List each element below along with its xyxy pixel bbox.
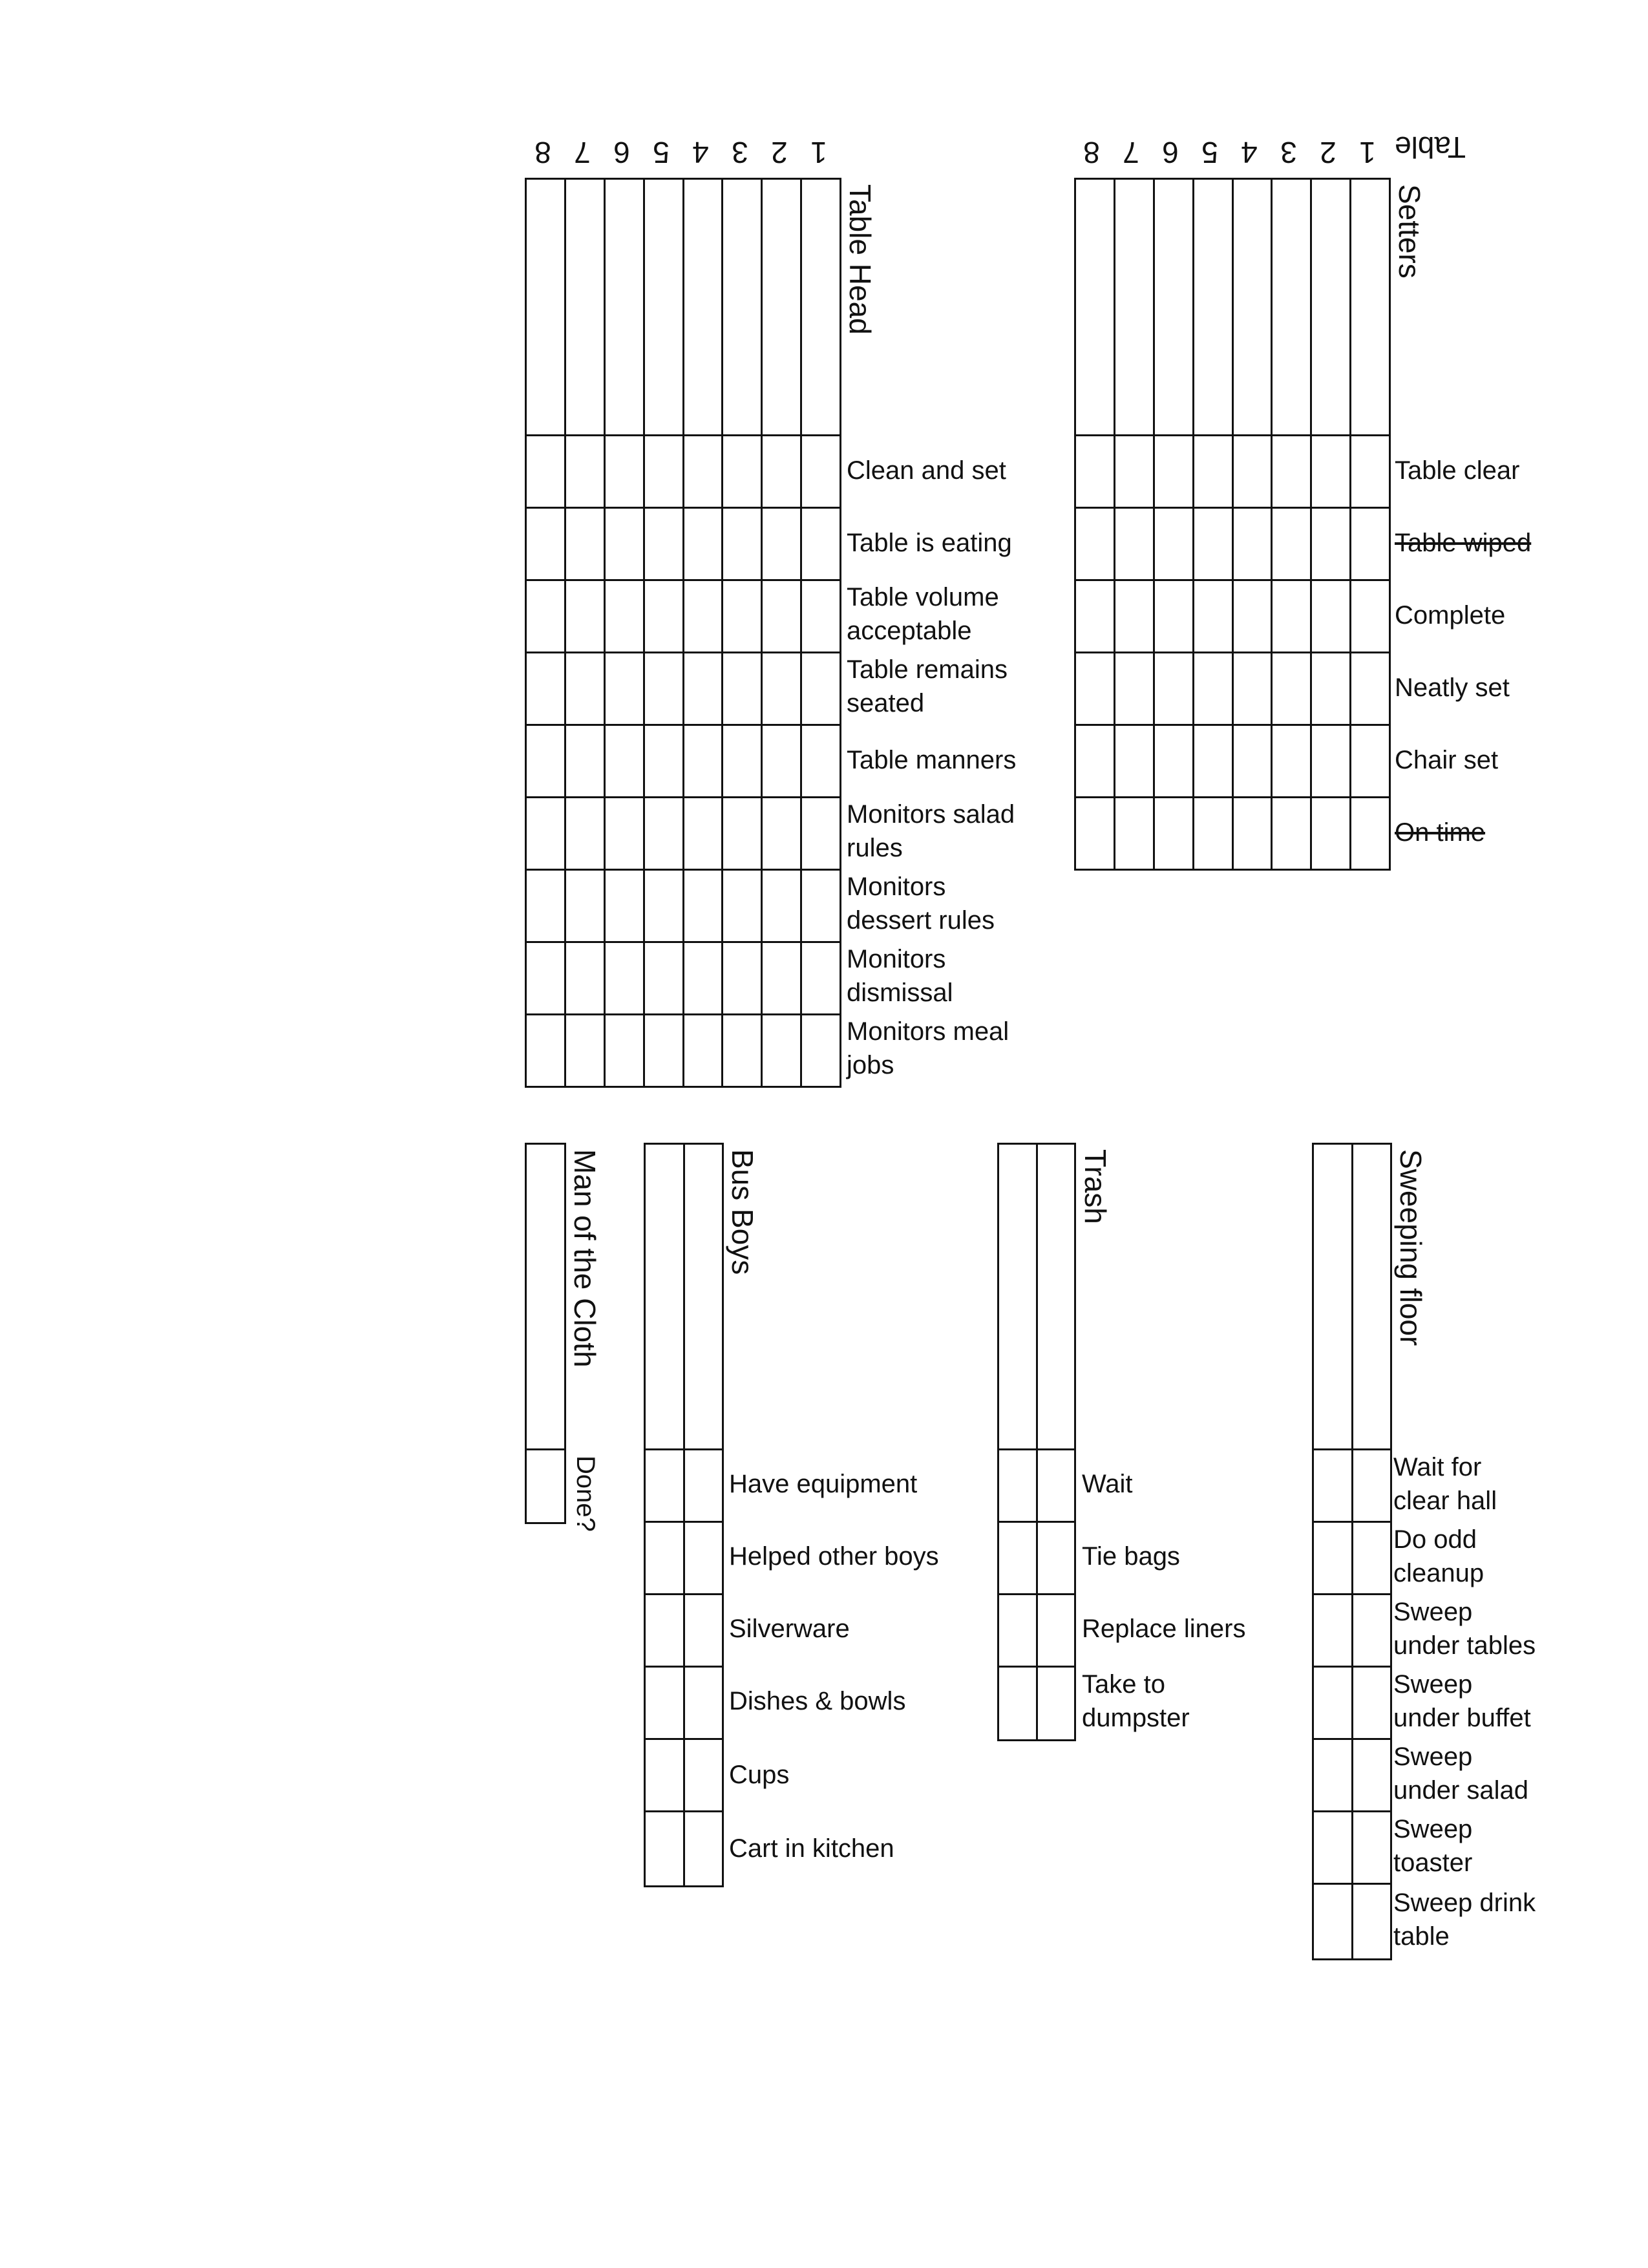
checkbox-cell[interactable] bbox=[1193, 725, 1232, 798]
checkbox-cell[interactable] bbox=[1075, 508, 1115, 580]
checkbox-cell[interactable] bbox=[1154, 798, 1193, 870]
checkbox-cell[interactable] bbox=[683, 798, 723, 870]
checkbox-cell[interactable] bbox=[1351, 508, 1390, 580]
checkbox-cell[interactable] bbox=[1351, 580, 1390, 653]
sweeping-row-label: Sweep drink table bbox=[1393, 1889, 1536, 1951]
checkbox-cell[interactable] bbox=[1232, 798, 1272, 870]
checkbox-cell[interactable] bbox=[644, 725, 683, 798]
checkbox-cell[interactable] bbox=[998, 1144, 1037, 1450]
checkbox-cell[interactable] bbox=[604, 725, 644, 798]
table-setters-row-label-struck: Table wiped bbox=[1395, 529, 1532, 557]
table-setters-col-number: 5 bbox=[1201, 136, 1218, 169]
checkbox-cell[interactable] bbox=[644, 580, 683, 653]
checkbox-cell[interactable] bbox=[1313, 1884, 1353, 1960]
table-head-grid bbox=[525, 178, 841, 1088]
checkbox-cell[interactable] bbox=[801, 942, 841, 1015]
trash-row-label: Tie bags bbox=[1082, 1542, 1180, 1571]
table-setters-col-number: 3 bbox=[1280, 136, 1297, 169]
checkbox-cell[interactable] bbox=[1352, 1595, 1391, 1667]
checkbox-cell[interactable] bbox=[801, 436, 841, 508]
man-of-cloth-grid bbox=[525, 1143, 566, 1524]
table-setters-row-label: Chair set bbox=[1395, 746, 1499, 774]
table-setters-col-number: 7 bbox=[1123, 136, 1139, 169]
checkbox-cell[interactable] bbox=[998, 1522, 1037, 1595]
checkbox-cell[interactable] bbox=[1037, 1144, 1075, 1450]
table-setters-col-number: 2 bbox=[1320, 136, 1336, 169]
table-head-row-label: Clean and set bbox=[847, 456, 1006, 485]
checkbox-cell[interactable] bbox=[801, 653, 841, 725]
bus-boys-row-label: Cart in kitchen bbox=[729, 1834, 894, 1863]
table-head-row-label: Monitors dismissal bbox=[847, 945, 953, 1007]
checkbox-cell[interactable] bbox=[1352, 1667, 1391, 1739]
table-head-col-number: 2 bbox=[771, 136, 788, 169]
checkbox-cell[interactable] bbox=[1075, 725, 1115, 798]
trash-title: Trash bbox=[1079, 1149, 1112, 1224]
checkbox-cell[interactable] bbox=[762, 798, 801, 870]
checkbox-cell[interactable] bbox=[1352, 1522, 1391, 1595]
checkbox-cell[interactable] bbox=[526, 508, 565, 580]
checkbox-cell[interactable] bbox=[723, 870, 762, 942]
checkbox-cell[interactable] bbox=[998, 1595, 1037, 1667]
checkbox-cell[interactable] bbox=[684, 1144, 723, 1450]
checkbox-cell[interactable] bbox=[1232, 508, 1272, 580]
checkbox-cell[interactable] bbox=[644, 179, 683, 436]
table-setters-col-number: 8 bbox=[1083, 136, 1100, 169]
checkbox-cell[interactable] bbox=[645, 1812, 684, 1887]
checkbox-cell[interactable] bbox=[723, 580, 762, 653]
table-head-col-number: 8 bbox=[534, 136, 551, 169]
checkbox-cell[interactable] bbox=[683, 1015, 723, 1087]
checkbox-cell[interactable] bbox=[1154, 436, 1193, 508]
table-setters-row-label: Neatly set bbox=[1395, 673, 1510, 702]
table-head-row-label: Table volume acceptable bbox=[847, 583, 999, 645]
checkbox-cell[interactable] bbox=[644, 436, 683, 508]
checkbox-cell[interactable] bbox=[683, 436, 723, 508]
table-setters-row-label-struck: On time bbox=[1395, 818, 1486, 847]
table-setters-col-number: 1 bbox=[1359, 136, 1376, 169]
table-head-col-number: 6 bbox=[613, 136, 630, 169]
checkbox-cell[interactable] bbox=[762, 725, 801, 798]
table-head-row-label: Monitors salad rules bbox=[847, 800, 1015, 862]
bus-boys-grid bbox=[644, 1143, 724, 1887]
checkbox-cell[interactable] bbox=[1037, 1522, 1075, 1595]
checkbox-cell[interactable] bbox=[1311, 580, 1351, 653]
checkbox-cell[interactable] bbox=[801, 1015, 841, 1087]
checkbox-cell[interactable] bbox=[645, 1144, 684, 1450]
checkbox-cell[interactable] bbox=[998, 1450, 1037, 1522]
checkbox-cell[interactable] bbox=[1193, 798, 1232, 870]
checkbox-cell[interactable] bbox=[1311, 508, 1351, 580]
checkbox-cell[interactable] bbox=[1351, 798, 1390, 870]
checkbox-cell[interactable] bbox=[565, 653, 604, 725]
checkbox-cell[interactable] bbox=[526, 1015, 565, 1087]
checkbox-cell[interactable] bbox=[801, 870, 841, 942]
checkbox-cell[interactable] bbox=[1313, 1522, 1353, 1595]
checkbox-cell[interactable] bbox=[723, 436, 762, 508]
checkbox-cell[interactable] bbox=[1272, 653, 1311, 725]
trash-row-label: Replace liners bbox=[1082, 1615, 1246, 1643]
checkbox-cell[interactable] bbox=[801, 725, 841, 798]
sweeping-title: Sweeping floor bbox=[1394, 1149, 1428, 1346]
checkbox-cell[interactable] bbox=[1311, 725, 1351, 798]
checkbox-cell[interactable] bbox=[683, 725, 723, 798]
checkbox-cell[interactable] bbox=[1272, 580, 1311, 653]
table-setters-row-label: Table clear bbox=[1395, 456, 1520, 485]
checkbox-cell[interactable] bbox=[1114, 725, 1154, 798]
checkbox-cell[interactable] bbox=[1232, 725, 1272, 798]
checkbox-cell[interactable] bbox=[801, 508, 841, 580]
checkbox-cell[interactable] bbox=[604, 580, 644, 653]
checkbox-cell[interactable] bbox=[565, 1015, 604, 1087]
checkbox-cell[interactable] bbox=[1311, 653, 1351, 725]
checkbox-cell[interactable] bbox=[565, 870, 604, 942]
bus-boys-row-label: Dishes & bowls bbox=[729, 1687, 906, 1715]
checkbox-cell[interactable] bbox=[1272, 179, 1311, 436]
checkbox-cell[interactable] bbox=[1037, 1450, 1075, 1522]
table-setters-row-label: Complete bbox=[1395, 601, 1506, 630]
checkbox-cell[interactable] bbox=[1272, 798, 1311, 870]
checkbox-cell[interactable] bbox=[1352, 1450, 1391, 1522]
checkbox-cell[interactable] bbox=[565, 436, 604, 508]
checkbox-cell[interactable] bbox=[1351, 436, 1390, 508]
checkbox-cell[interactable] bbox=[1313, 1595, 1353, 1667]
table-setters-col-number: 4 bbox=[1241, 136, 1258, 169]
table-setters-title-prefix: Table bbox=[1395, 131, 1466, 164]
bus-boys-row-label: Helped other boys bbox=[729, 1542, 939, 1571]
checkbox-cell[interactable] bbox=[723, 725, 762, 798]
checkbox-cell[interactable] bbox=[1272, 436, 1311, 508]
checkbox-cell[interactable] bbox=[1232, 436, 1272, 508]
checkbox-cell[interactable] bbox=[1351, 179, 1390, 436]
checkbox-cell[interactable] bbox=[1037, 1595, 1075, 1667]
checkbox-cell[interactable] bbox=[1075, 580, 1115, 653]
table-head-row-label: Table manners bbox=[847, 746, 1017, 774]
sweeping-row-label: Wait for clear hall bbox=[1393, 1453, 1497, 1515]
checkbox-cell[interactable] bbox=[1154, 179, 1193, 436]
checkbox-cell[interactable] bbox=[684, 1595, 723, 1667]
table-head-col-number: 3 bbox=[732, 136, 748, 169]
sweeping-row-label: Do odd cleanup bbox=[1393, 1525, 1484, 1587]
checkbox-cell[interactable] bbox=[1154, 725, 1193, 798]
checkbox-cell[interactable] bbox=[1114, 653, 1154, 725]
checkbox-cell[interactable] bbox=[1193, 580, 1232, 653]
checkbox-cell[interactable] bbox=[645, 1739, 684, 1812]
checkbox-cell[interactable] bbox=[1313, 1144, 1353, 1450]
checkbox-cell[interactable] bbox=[683, 870, 723, 942]
checkbox-cell[interactable] bbox=[526, 798, 565, 870]
checkbox-cell[interactable] bbox=[762, 436, 801, 508]
checkbox-cell[interactable] bbox=[1313, 1812, 1353, 1884]
checkbox-cell[interactable] bbox=[723, 798, 762, 870]
checkbox-cell[interactable] bbox=[1311, 436, 1351, 508]
checkbox-cell[interactable] bbox=[1037, 1667, 1075, 1741]
checkbox-cell[interactable] bbox=[1311, 798, 1351, 870]
bus-boys-row-label: Silverware bbox=[729, 1615, 850, 1643]
checkbox-cell[interactable] bbox=[644, 870, 683, 942]
table-head-row-label: Monitors dessert rules bbox=[847, 873, 995, 935]
table-setters-grid bbox=[1074, 178, 1391, 871]
checkbox-cell[interactable] bbox=[1352, 1144, 1391, 1450]
bus-boys-row-label: Have equipment bbox=[729, 1470, 918, 1498]
checkbox-cell[interactable] bbox=[565, 179, 604, 436]
checkbox-cell[interactable] bbox=[1154, 508, 1193, 580]
checkbox-cell[interactable] bbox=[762, 870, 801, 942]
checkbox-cell[interactable] bbox=[1154, 580, 1193, 653]
table-head-row-label: Table remains seated bbox=[847, 655, 1008, 717]
checkbox-cell[interactable] bbox=[644, 653, 683, 725]
checkbox-cell[interactable] bbox=[1193, 436, 1232, 508]
table-head-col-number: 4 bbox=[692, 136, 709, 169]
checkbox-cell[interactable] bbox=[684, 1450, 723, 1522]
table-head-col-number: 1 bbox=[810, 136, 827, 169]
table-head-col-number: 7 bbox=[574, 136, 591, 169]
checkbox-cell[interactable] bbox=[723, 653, 762, 725]
checkbox-cell[interactable] bbox=[1272, 725, 1311, 798]
checkbox-cell[interactable] bbox=[526, 942, 565, 1015]
done-label: Done? bbox=[571, 1456, 600, 1532]
checkbox-cell[interactable] bbox=[1313, 1739, 1353, 1812]
table-head-col-number: 5 bbox=[653, 136, 670, 169]
checkbox-cell[interactable] bbox=[684, 1739, 723, 1812]
checkbox-cell[interactable] bbox=[1272, 508, 1311, 580]
checkbox-cell[interactable] bbox=[762, 942, 801, 1015]
checkbox-cell[interactable] bbox=[723, 508, 762, 580]
checkbox-cell[interactable] bbox=[1193, 179, 1232, 436]
table-head-title: Table Head bbox=[843, 184, 877, 335]
checkbox-cell[interactable] bbox=[604, 436, 644, 508]
checkbox-cell[interactable] bbox=[645, 1667, 684, 1739]
trash-row-label: Take to dumpster bbox=[1082, 1670, 1190, 1732]
checkbox-cell[interactable] bbox=[604, 653, 644, 725]
checkbox-cell[interactable] bbox=[565, 798, 604, 870]
checkbox-cell[interactable] bbox=[801, 798, 841, 870]
checkbox-cell[interactable] bbox=[604, 798, 644, 870]
sweeping-row-label: Sweep under tables bbox=[1393, 1598, 1536, 1660]
checkbox-cell[interactable] bbox=[526, 725, 565, 798]
checkbox-cell[interactable] bbox=[762, 179, 801, 436]
sweeping-row-label: Sweep under buffet bbox=[1393, 1670, 1531, 1732]
checkbox-cell[interactable] bbox=[684, 1812, 723, 1887]
checkbox-cell[interactable] bbox=[723, 942, 762, 1015]
checkbox-cell[interactable] bbox=[1193, 508, 1232, 580]
checkbox-cell[interactable] bbox=[1232, 653, 1272, 725]
table-setters-title: Setters bbox=[1393, 184, 1426, 279]
checkbox-cell[interactable] bbox=[645, 1522, 684, 1595]
checkbox-cell[interactable] bbox=[723, 179, 762, 436]
bus-boys-title: Bus Boys bbox=[726, 1149, 759, 1275]
checkbox-cell[interactable] bbox=[998, 1667, 1037, 1741]
checkbox-cell[interactable] bbox=[1114, 436, 1154, 508]
checkbox-cell[interactable] bbox=[683, 508, 723, 580]
checkbox-cell[interactable] bbox=[526, 1144, 565, 1450]
checkbox-cell[interactable] bbox=[1232, 580, 1272, 653]
checkbox-cell[interactable] bbox=[683, 580, 723, 653]
checkbox-cell[interactable] bbox=[1075, 179, 1115, 436]
bus-boys-row-label: Cups bbox=[729, 1761, 790, 1789]
checkbox-cell[interactable] bbox=[1114, 580, 1154, 653]
checkbox-cell[interactable] bbox=[684, 1667, 723, 1739]
checkbox-cell[interactable] bbox=[684, 1522, 723, 1595]
done-checkbox-cell[interactable] bbox=[526, 1450, 565, 1523]
checkbox-cell[interactable] bbox=[723, 1015, 762, 1087]
checkbox-cell[interactable] bbox=[1313, 1450, 1353, 1522]
checkbox-cell[interactable] bbox=[1311, 179, 1351, 436]
checkbox-cell[interactable] bbox=[1114, 179, 1154, 436]
checkbox-cell[interactable] bbox=[1352, 1739, 1391, 1812]
checkbox-cell[interactable] bbox=[1154, 653, 1193, 725]
table-setters-col-number: 6 bbox=[1162, 136, 1179, 169]
checkbox-cell[interactable] bbox=[565, 508, 604, 580]
checkbox-cell[interactable] bbox=[604, 179, 644, 436]
checkbox-cell[interactable] bbox=[1193, 653, 1232, 725]
checkbox-cell[interactable] bbox=[644, 942, 683, 1015]
checkbox-cell[interactable] bbox=[604, 942, 644, 1015]
checkbox-cell[interactable] bbox=[565, 942, 604, 1015]
checkbox-cell[interactable] bbox=[762, 1015, 801, 1087]
checkbox-cell[interactable] bbox=[526, 436, 565, 508]
checkbox-cell[interactable] bbox=[604, 870, 644, 942]
checkbox-cell[interactable] bbox=[526, 179, 565, 436]
checkbox-cell[interactable] bbox=[644, 1015, 683, 1087]
checkbox-cell[interactable] bbox=[762, 580, 801, 653]
checkbox-cell[interactable] bbox=[683, 653, 723, 725]
checkbox-cell[interactable] bbox=[565, 725, 604, 798]
table-head-row-label: Monitors meal jobs bbox=[847, 1017, 1009, 1079]
checkbox-cell[interactable] bbox=[1114, 798, 1154, 870]
checkbox-cell[interactable] bbox=[1313, 1667, 1353, 1739]
checkbox-cell[interactable] bbox=[762, 508, 801, 580]
checkbox-cell[interactable] bbox=[683, 179, 723, 436]
sweeping-grid bbox=[1312, 1143, 1392, 1960]
sweeping-row-label: Sweep toaster bbox=[1393, 1815, 1473, 1877]
checkbox-cell[interactable] bbox=[644, 508, 683, 580]
checkbox-cell[interactable] bbox=[762, 653, 801, 725]
checkbox-cell[interactable] bbox=[801, 179, 841, 436]
checkbox-cell[interactable] bbox=[645, 1450, 684, 1522]
checkbox-cell[interactable] bbox=[645, 1595, 684, 1667]
checkbox-cell[interactable] bbox=[1232, 179, 1272, 436]
checkbox-cell[interactable] bbox=[1351, 653, 1390, 725]
checkbox-cell[interactable] bbox=[604, 1015, 644, 1087]
checkbox-cell[interactable] bbox=[1075, 436, 1115, 508]
checkbox-cell[interactable] bbox=[1351, 725, 1390, 798]
checkbox-cell[interactable] bbox=[644, 798, 683, 870]
checkbox-cell[interactable] bbox=[526, 870, 565, 942]
checkbox-cell[interactable] bbox=[1114, 508, 1154, 580]
sweeping-row-label: Sweep under salad bbox=[1393, 1743, 1529, 1805]
checkbox-cell[interactable] bbox=[565, 580, 604, 653]
checkbox-cell[interactable] bbox=[1075, 653, 1115, 725]
checkbox-cell[interactable] bbox=[526, 653, 565, 725]
checkbox-cell[interactable] bbox=[683, 942, 723, 1015]
trash-grid bbox=[997, 1143, 1076, 1741]
man-of-cloth-title: Man of the Cloth bbox=[568, 1149, 602, 1368]
checkbox-cell[interactable] bbox=[801, 580, 841, 653]
checkbox-cell[interactable] bbox=[604, 508, 644, 580]
checkbox-cell[interactable] bbox=[1352, 1812, 1391, 1884]
checkbox-cell[interactable] bbox=[526, 580, 565, 653]
trash-row-label: Wait bbox=[1082, 1470, 1133, 1498]
checkbox-cell[interactable] bbox=[1352, 1884, 1391, 1960]
checkbox-cell[interactable] bbox=[1075, 798, 1115, 870]
table-head-row-label: Table is eating bbox=[847, 529, 1012, 557]
